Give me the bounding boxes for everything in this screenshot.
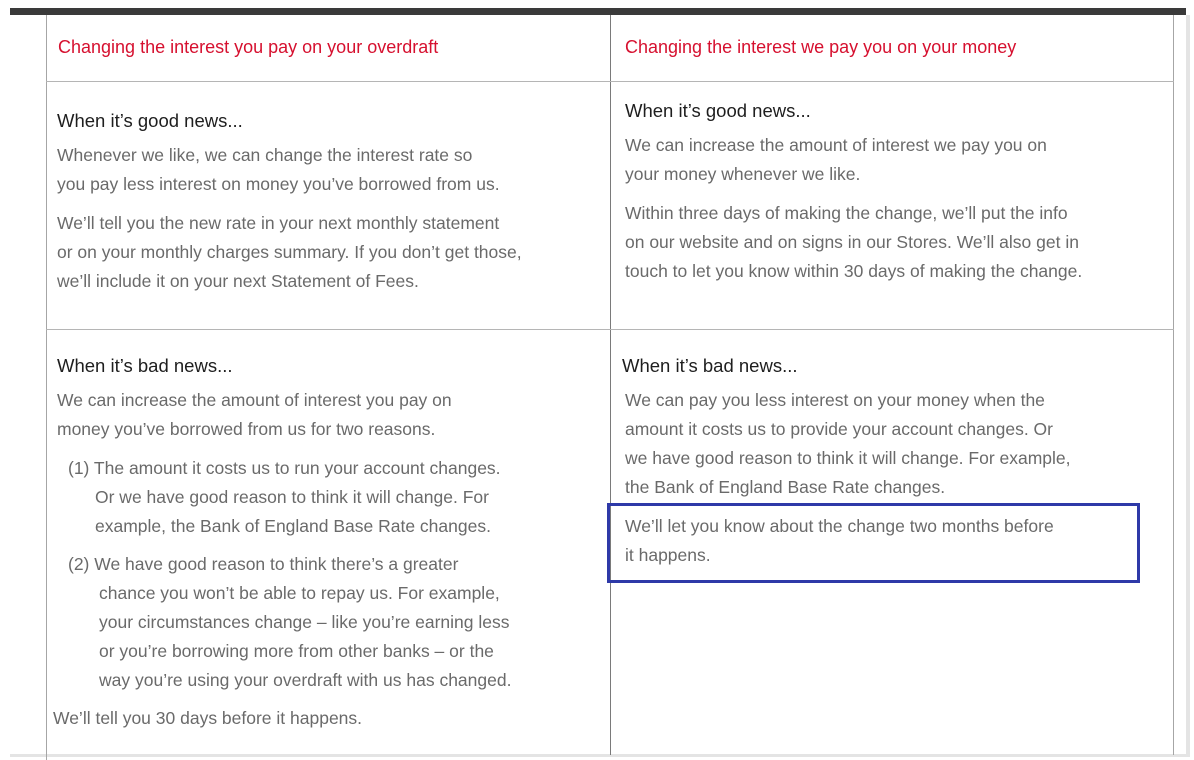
right-bad-para1: We can pay you less interest on your money when the amount it costs us to provide your account changes. Or we have good reason to think it will change. For example, the Bank of England Base Rate changes.	[625, 390, 1071, 497]
highlight-box	[607, 503, 1140, 583]
left-good-para2: We’ll tell you the new rate in your next monthly statement or on your monthly charges summary. If you don’t get those, we’ll include it on your next Statement of Fees.	[57, 213, 522, 291]
table-border-right	[1173, 15, 1174, 755]
row-divider	[46, 329, 1174, 330]
right-good-para2: Within three days of making the change, we’ll put the info on our website and on signs in our Stores. We’ll also get in touch to let you know within 30 days of making the change.	[625, 203, 1083, 281]
page-shadow-right	[1186, 15, 1190, 755]
left-good-title: When it’s good news...	[57, 110, 243, 131]
left-good-para1: Whenever we like, we can change the interest rate so you pay less interest on money you’ve borrowed from us.	[57, 145, 500, 194]
left-bad-para2: We’ll tell you 30 days before it happens.	[53, 708, 363, 728]
right-bad-para2: We’ll let you know about the change two months before it happens.	[625, 516, 1054, 565]
page-top-bar	[10, 8, 1186, 15]
header-left: Changing the interest you pay on your overdraft	[58, 37, 439, 57]
header-right: Changing the interest we pay you on your money	[625, 37, 1017, 57]
left-bad-para1: We can increase the amount of interest you pay on money you’ve borrowed from us for two reasons.	[57, 390, 452, 439]
header-row-divider	[46, 81, 1174, 82]
left-bad-title: When it’s bad news...	[57, 355, 233, 376]
right-good-title: When it’s good news...	[625, 100, 811, 121]
table-border-left	[46, 15, 47, 760]
left-bad-reason1: (1) The amount it costs us to run your account changes. Or we have good reason to think it will change. For example, the Bank of England Base Rate changes.	[68, 458, 501, 536]
right-good-para1: We can increase the amount of interest we pay you on your money whenever we like.	[625, 135, 1047, 184]
table-divider-middle	[610, 15, 611, 755]
right-bad-title: When it’s bad news...	[622, 355, 798, 376]
left-bad-reason2: (2) We have good reason to think there’s a greater chance you won’t be able to repay us. For example, your circumstances change – like you’re earning less or you’re borrowing more from other banks – or the way you’re using your overdraft with us has changed.	[68, 554, 512, 690]
page-shadow-bottom	[10, 754, 1190, 757]
